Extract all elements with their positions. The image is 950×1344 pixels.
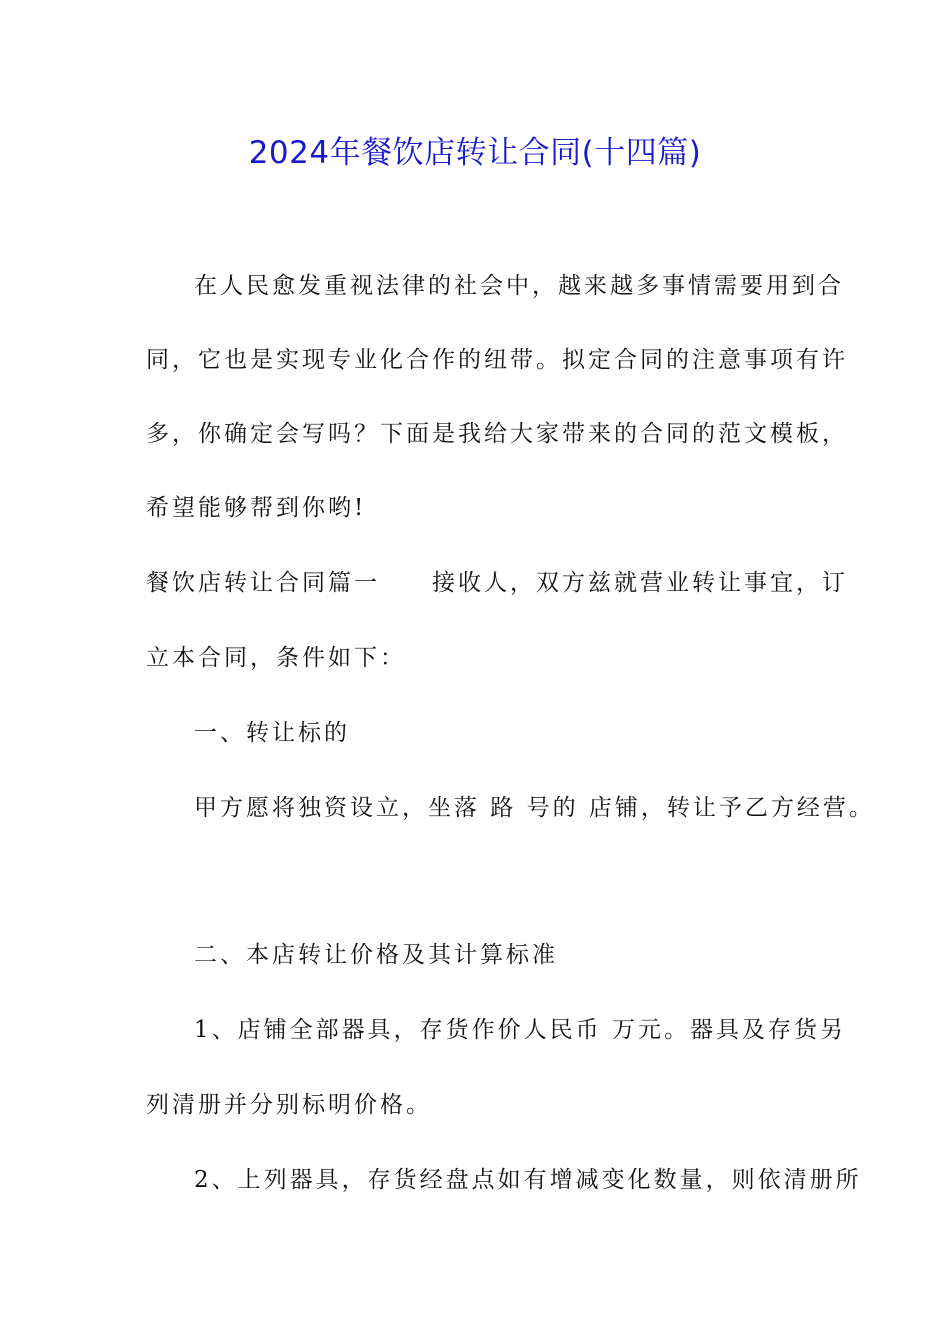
paragraph-line: 同，它也是实现专业化合作的纽带。拟定合同的注意事项有许 [146, 347, 848, 373]
paragraph-line: 立本合同，条件如下： [146, 645, 406, 671]
paragraph-line: 多，你确定会写吗？下面是我给大家带来的合同的范文模板， [146, 421, 848, 447]
section-heading: 一、转让标的 [194, 720, 350, 746]
paragraph-line: 甲方愿将独资设立，坐落 路 号的 店铺，转让予乙方经营。 [194, 795, 875, 821]
paragraph-line: 1、店铺全部器具，存货作价人民币 万元。器具及存货另 [194, 1017, 846, 1043]
paragraph-line: 2、上列器具，存货经盘点如有增减变化数量，则依清册所 [194, 1167, 862, 1193]
paragraph-line: 在人民愈发重视法律的社会中，越来越多事情需要用到合 [194, 273, 844, 299]
paragraph-line: 餐饮店转让合同篇一 接收人，双方兹就营业转让事宜，订 [146, 570, 848, 596]
paragraph-line: 希望能够帮到你哟! [146, 495, 367, 521]
section-heading: 二、本店转让价格及其计算标准 [194, 942, 558, 968]
paragraph-line: 列清册并分别标明价格。 [146, 1092, 432, 1118]
document-title: 2024年餐饮店转让合同(十四篇) [248, 135, 702, 171]
